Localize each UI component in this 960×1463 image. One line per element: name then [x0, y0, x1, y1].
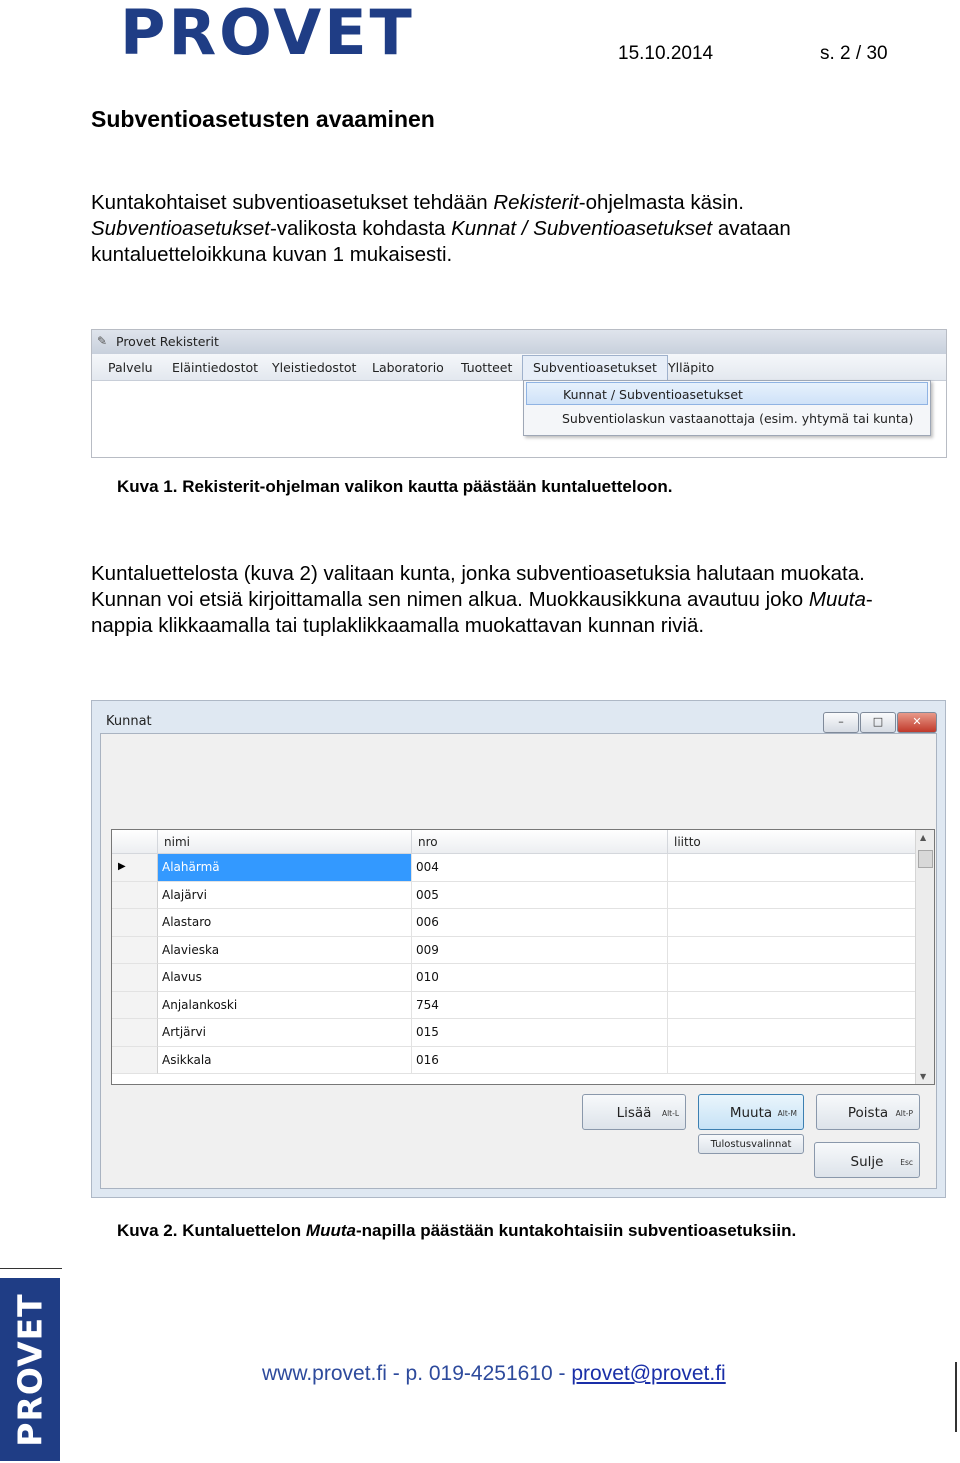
grid-corner: [112, 830, 158, 854]
lisaa-button[interactable]: Lisää Alt-L: [582, 1094, 686, 1130]
row-header[interactable]: [112, 1019, 158, 1047]
poista-shortcut: Alt-P: [895, 1109, 913, 1118]
cell-nro[interactable]: 016: [412, 1047, 668, 1075]
footer-side-rule: [955, 1362, 957, 1432]
rekisterit-titlebar: ✎ Provet Rekisterit: [92, 330, 946, 354]
menuitem-kunnat-subventioasetukset[interactable]: Kunnat / Subventioasetukset: [526, 382, 928, 405]
minimize-icon[interactable]: –: [823, 712, 859, 733]
lisaa-shortcut: Alt-L: [661, 1109, 679, 1118]
menu-palvelu[interactable]: Palvelu: [108, 360, 153, 375]
screenshot-rekisterit-menu: [91, 329, 947, 458]
cell-liitto[interactable]: [668, 992, 916, 1020]
muuta-shortcut: Alt-M: [777, 1109, 797, 1118]
cell-nro[interactable]: 010: [412, 964, 668, 992]
cell-nimi[interactable]: Alavieska: [158, 937, 412, 965]
footer-web-phone[interactable]: www.provet.fi - p. 019-4251610: [262, 1362, 553, 1385]
cell-nro[interactable]: 015: [412, 1019, 668, 1047]
cell-nro[interactable]: 004: [412, 854, 668, 882]
cell-nimi[interactable]: Alajärvi: [158, 882, 412, 910]
paragraph-1-line-2: Subventioasetukset-valikosta kohdasta Kunnat / Subventioasetukset avataan: [91, 217, 791, 240]
cell-nimi[interactable]: Anjalankoski: [158, 992, 412, 1020]
poista-button[interactable]: Poista Alt-P: [816, 1094, 920, 1130]
cell-nimi[interactable]: Alavus: [158, 964, 412, 992]
cell-liitto[interactable]: [668, 964, 916, 992]
cell-nro[interactable]: 006: [412, 909, 668, 937]
kunnat-grid[interactable]: [111, 829, 935, 1085]
cell-nimi[interactable]: Alastaro: [158, 909, 412, 937]
cell-nro[interactable]: 009: [412, 937, 668, 965]
cell-liitto[interactable]: [668, 937, 916, 965]
section-heading: Subventioasetusten avaaminen: [91, 106, 435, 132]
cell-liitto[interactable]: [668, 882, 916, 910]
sulje-button[interactable]: Sulje Esc: [814, 1142, 920, 1178]
rekisterit-menubar: [92, 354, 946, 381]
cell-nimi[interactable]: Alahärmä: [158, 854, 412, 882]
scroll-down-icon[interactable]: ▼: [920, 1072, 927, 1081]
cell-liitto[interactable]: [668, 1047, 916, 1075]
paragraph-2-line-2: Kunnan voi etsiä kirjoittamalla sen nimen alkua. Muokkausikkuna avautuu joko Muuta-: [91, 588, 873, 611]
footer-contact: www.provet.fi - p. 019-4251610 - provet@provet.fi: [262, 1362, 726, 1385]
cell-liitto[interactable]: [668, 1019, 916, 1047]
paragraph-2-line-3: nappia klikkaamalla tai tuplaklikkaamalla muokattavan kunnan riviä.: [91, 614, 705, 637]
menu-yleistiedostot[interactable]: Yleistiedostot: [272, 360, 357, 375]
paragraph-2-line-1: Kuntaluettelosta (kuva 2) valitaan kunta, jonka subventioasetuksia halutaan muokata.: [91, 562, 865, 585]
grid-scrollbar[interactable]: [915, 830, 934, 1084]
window-body: [100, 733, 937, 1189]
menuitem-subventiolaskun-vastaanottaja[interactable]: Subventiolaskun vastaanottaja (esim. yhtymä tai kunta): [562, 411, 914, 426]
menu-yllapito[interactable]: Ylläpito: [668, 360, 715, 375]
paragraph-1-line-1: Kuntakohtaiset subventioasetukset tehdään Rekisterit-ohjelmasta käsin.: [91, 191, 744, 214]
sulje-shortcut: Esc: [900, 1158, 913, 1167]
cell-nimi[interactable]: Artjärvi: [158, 1019, 412, 1047]
footer-email-link[interactable]: provet@provet.fi: [571, 1362, 726, 1385]
footer-rule: [0, 1268, 62, 1269]
row-header[interactable]: [112, 1047, 158, 1075]
cell-liitto[interactable]: [668, 854, 916, 882]
header-page-number: s. 2 / 30: [820, 43, 888, 64]
column-header-nimi[interactable]: nimi: [158, 830, 412, 854]
side-provet-logo: PROVET: [0, 1278, 60, 1461]
row-header[interactable]: [112, 937, 158, 965]
row-header[interactable]: [112, 964, 158, 992]
menu-tuotteet[interactable]: Tuotteet: [461, 360, 513, 375]
app-icon: ✎: [97, 334, 108, 348]
paragraph-1-line-3: kuntaluetteloikkuna kuvan 1 mukaisesti.: [91, 243, 453, 266]
screenshot-kunnat-window: [91, 700, 946, 1198]
close-icon[interactable]: ✕: [897, 712, 937, 733]
tulostusvalinnat-button[interactable]: Tulostusvalinnat: [698, 1134, 804, 1154]
maximize-icon[interactable]: □: [860, 712, 896, 733]
menu-subventioasetukset[interactable]: Subventioasetukset: [522, 355, 668, 380]
scroll-up-icon[interactable]: ▲: [920, 833, 927, 842]
cell-liitto[interactable]: [668, 909, 916, 937]
current-row-arrow-icon: ▶: [118, 861, 126, 872]
window-title: Kunnat: [106, 714, 152, 729]
provet-logo: PROVET: [120, 0, 415, 69]
caption-1: Kuva 1. Rekisterit-ohjelman valikon kautta päästään kuntaluetteloon.: [117, 477, 673, 496]
cell-nro[interactable]: 754: [412, 992, 668, 1020]
menu-laboratorio[interactable]: Laboratorio: [372, 360, 444, 375]
scroll-thumb[interactable]: [918, 850, 933, 868]
header-date: 15.10.2014: [618, 43, 714, 64]
cell-nimi[interactable]: Asikkala: [158, 1047, 412, 1075]
caption-2: Kuva 2. Kuntaluettelon Muuta-napilla päästään kuntakohtaisiin subventioasetuksiin.: [117, 1221, 797, 1240]
row-header[interactable]: [112, 909, 158, 937]
menu-elaintiedostot[interactable]: Eläintiedostot: [172, 360, 259, 375]
row-header[interactable]: [112, 882, 158, 910]
row-header[interactable]: [112, 992, 158, 1020]
column-header-nro[interactable]: nro: [412, 830, 668, 854]
column-header-liitto[interactable]: liitto: [668, 830, 916, 854]
cell-nro[interactable]: 005: [412, 882, 668, 910]
subventio-dropdown: [523, 380, 931, 436]
muuta-button[interactable]: Muuta Alt-M: [698, 1094, 804, 1130]
row-header[interactable]: [112, 854, 158, 882]
